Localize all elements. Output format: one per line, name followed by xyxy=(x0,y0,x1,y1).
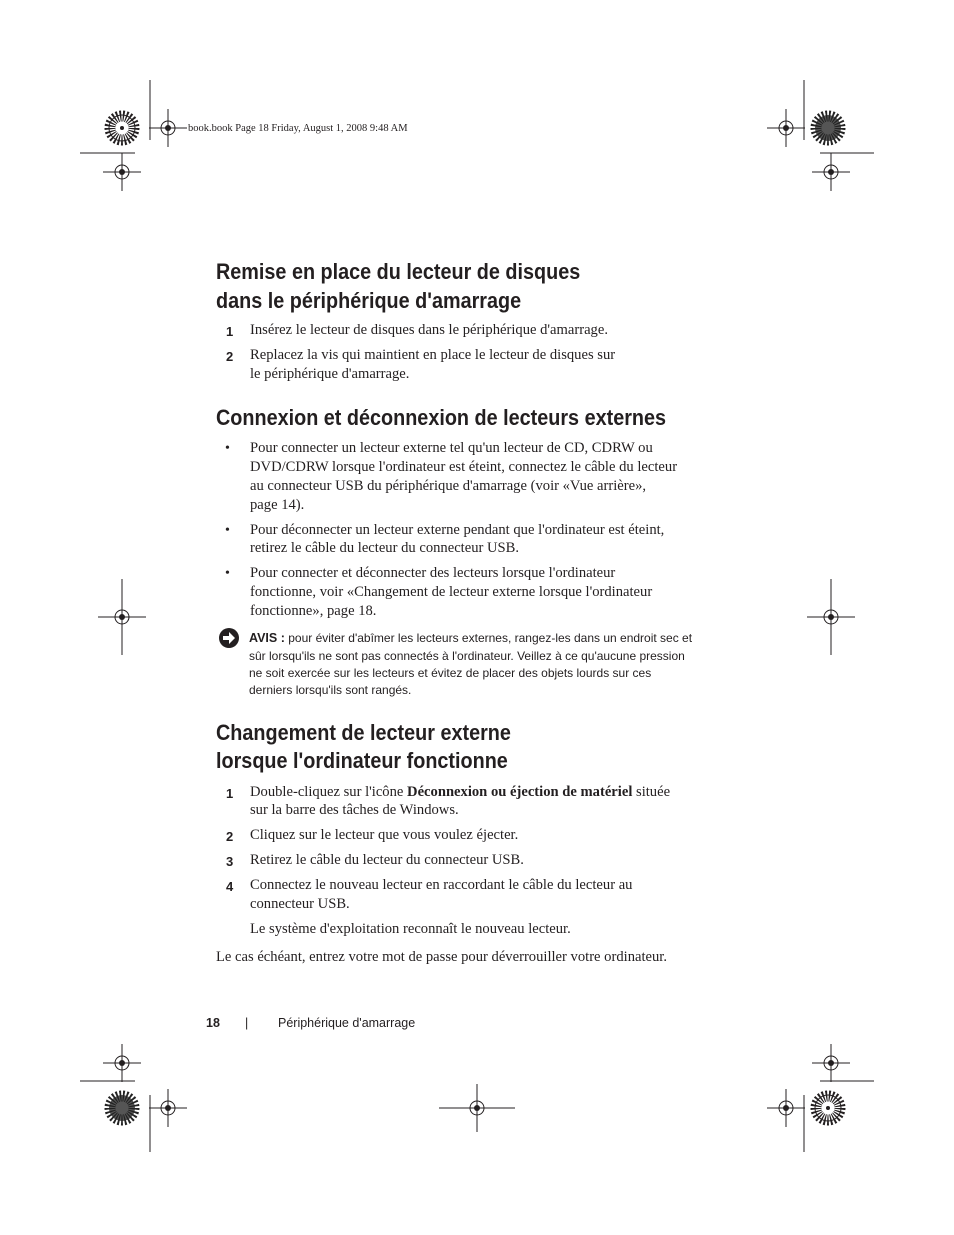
notice-line: derniers lorsqu'ils sont rangés. xyxy=(249,683,412,697)
bullet-text: DVD/CDRW lorsque l'ordinateur est éteint, connectez le câble du lecteur xyxy=(250,459,678,475)
step-text: Connectez le nouveau lecteur en raccordant le câble du lecteur au xyxy=(250,877,633,893)
bullet-text: retirez le câble du lecteur du connecteur USB. xyxy=(250,540,520,556)
section1-title-line2: dans le périphérique d'amarrage xyxy=(216,288,522,313)
bullet-text: page 14). xyxy=(250,497,305,513)
section2-title: Connexion et déconnexion de lecteurs externes xyxy=(216,405,667,430)
footer-separator: | xyxy=(245,1016,249,1030)
step-number: 2 xyxy=(226,349,234,364)
bullet-icon: • xyxy=(225,523,230,538)
bullet-text: Pour connecter un lecteur externe tel qu'un lecteur de CD, CDRW ou xyxy=(250,440,653,456)
footer-chapter: Périphérique d'amarrage xyxy=(278,1016,416,1030)
step-text: Replacez la vis qui maintient en place le lecteur de disques sur xyxy=(250,347,616,363)
bullet-text: Pour connecter et déconnecter des lecteurs lorsque l'ordinateur xyxy=(250,565,616,581)
bullet-text: au connecteur USB du périphérique d'amarrage (voir «Vue arrière», xyxy=(250,478,647,494)
notice-line: AVIS : pour éviter d'abîmer les lecteurs externes, rangez-les dans un endroit sec et xyxy=(249,631,693,645)
step-text: Retirez le câble du lecteur du connecteur USB. xyxy=(250,852,524,868)
bullet-text: fonctionne», page 18. xyxy=(250,603,377,619)
section3-title-line1: Changement de lecteur externe xyxy=(216,720,511,745)
step-number: 1 xyxy=(226,786,234,801)
step-text: Insérez le lecteur de disques dans le périphérique d'amarrage. xyxy=(250,322,608,338)
section3-title-line2: lorsque l'ordinateur fonctionne xyxy=(216,748,508,773)
page-number: 18 xyxy=(206,1016,220,1030)
notice-line: ne soit exercée sur les lecteurs et évitez de placer des objets lourds sur ces xyxy=(249,666,652,680)
bullet-icon: • xyxy=(225,441,230,456)
notice-arrow-icon xyxy=(218,627,240,649)
step-text: Double-cliquez sur l'icône Déconnexion ou éjection de matériel située xyxy=(250,784,671,800)
step-number: 1 xyxy=(226,324,234,339)
bullet-text: fonctionne, voir «Changement de lecteur externe lorsque l'ordinateur xyxy=(250,584,653,600)
ui-element-name: Déconnexion ou éjection de matériel xyxy=(407,784,633,800)
step-text: Cliquez sur le lecteur que vous voulez éjecter. xyxy=(250,827,519,843)
step-text: le périphérique d'amarrage. xyxy=(250,366,410,382)
section1-title-line1: Remise en place du lecteur de disques xyxy=(216,259,581,284)
bullet-icon: • xyxy=(225,566,230,581)
closing-text: Le cas échéant, entrez votre mot de passe pour déverrouiller votre ordinateur. xyxy=(216,949,667,965)
step-number: 3 xyxy=(226,854,234,869)
step-text: sur la barre des tâches de Windows. xyxy=(250,802,459,818)
print-slug: book.book Page 18 Friday, August 1, 2008 9:48 AM xyxy=(188,123,408,134)
step-text: connecteur USB. xyxy=(250,896,350,912)
step-number: 2 xyxy=(226,829,234,844)
notice-label: AVIS : xyxy=(249,631,285,645)
notice-line: sûr lorsqu'ils ne sont pas connectés à l'ordinateur. Veillez à ce qu'aucune pression xyxy=(249,649,685,663)
step-number: 4 xyxy=(226,879,234,894)
bullet-text: Pour déconnecter un lecteur externe pendant que l'ordinateur est éteint, xyxy=(250,522,665,538)
step-result: Le système d'exploitation reconnaît le nouveau lecteur. xyxy=(250,921,571,937)
